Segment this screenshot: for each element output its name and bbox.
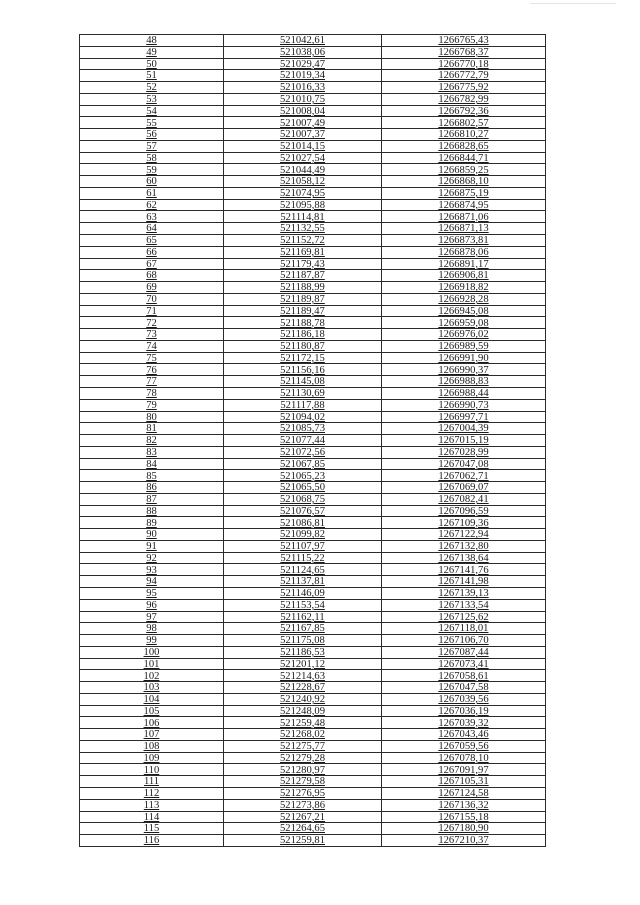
table-row: [80, 458, 546, 470]
x-coordinate-cell: 521038,06: [224, 46, 382, 58]
x-coordinate-cell: 521186,53: [224, 646, 382, 658]
x-coordinate-cell: 521189,87: [224, 293, 382, 305]
point-number-cell: 89: [80, 517, 224, 529]
point-number-cell: 106: [80, 717, 224, 729]
table-row: [80, 835, 546, 847]
table-row: [80, 58, 546, 70]
table-row: [80, 117, 546, 129]
x-coordinate-cell: 521167,85: [224, 623, 382, 635]
x-coordinate-cell: 521065,23: [224, 470, 382, 482]
x-coordinate-cell: 521019,34: [224, 70, 382, 82]
y-coordinate-cell: 1266868,10: [382, 176, 546, 188]
point-number-cell: 67: [80, 258, 224, 270]
y-coordinate-cell: 1266859,25: [382, 164, 546, 176]
coordinates-table: [79, 34, 546, 847]
table-row: [80, 611, 546, 623]
y-coordinate-cell: 1266770,18: [382, 58, 546, 70]
x-coordinate-cell: 521162,11: [224, 611, 382, 623]
x-coordinate-cell: 521240,92: [224, 693, 382, 705]
table-row: [80, 752, 546, 764]
y-coordinate-cell: 1267136,32: [382, 799, 546, 811]
table-row: [80, 329, 546, 341]
y-coordinate-cell: 1266765,43: [382, 35, 546, 47]
point-number-cell: 56: [80, 129, 224, 141]
point-number-cell: 81: [80, 423, 224, 435]
y-coordinate-cell: 1266988,83: [382, 376, 546, 388]
table-row: [80, 517, 546, 529]
x-coordinate-cell: 521268,02: [224, 729, 382, 741]
table-row: [80, 235, 546, 247]
point-number-cell: 69: [80, 282, 224, 294]
point-number-cell: 50: [80, 58, 224, 70]
x-coordinate-cell: 521276,95: [224, 788, 382, 800]
y-coordinate-cell: 1267036,19: [382, 705, 546, 717]
y-coordinate-cell: 1266976,02: [382, 329, 546, 341]
point-number-cell: 68: [80, 270, 224, 282]
y-coordinate-cell: 1267141,76: [382, 564, 546, 576]
y-coordinate-cell: 1267082,41: [382, 493, 546, 505]
y-coordinate-cell: 1266928,28: [382, 293, 546, 305]
x-coordinate-cell: 521095,88: [224, 199, 382, 211]
point-number-cell: 78: [80, 387, 224, 399]
x-coordinate-cell: 521007,49: [224, 117, 382, 129]
table-row: [80, 305, 546, 317]
table-row: [80, 740, 546, 752]
y-coordinate-cell: 1267091,97: [382, 764, 546, 776]
point-number-cell: 114: [80, 811, 224, 823]
x-coordinate-cell: 521201,12: [224, 658, 382, 670]
table-row: [80, 540, 546, 552]
x-coordinate-cell: 521027,54: [224, 152, 382, 164]
y-coordinate-cell: 1267109,36: [382, 517, 546, 529]
x-coordinate-cell: 521065,50: [224, 482, 382, 494]
x-coordinate-cell: 521094,02: [224, 411, 382, 423]
table-row: [80, 470, 546, 482]
point-number-cell: 71: [80, 305, 224, 317]
y-coordinate-cell: 1267004,39: [382, 423, 546, 435]
point-number-cell: 80: [80, 411, 224, 423]
y-coordinate-cell: 1266828,65: [382, 140, 546, 152]
table-row: [80, 623, 546, 635]
table-row: [80, 658, 546, 670]
table-row: [80, 576, 546, 588]
x-coordinate-cell: 521072,56: [224, 446, 382, 458]
table-row: [80, 282, 546, 294]
point-number-cell: 84: [80, 458, 224, 470]
point-number-cell: 58: [80, 152, 224, 164]
point-number-cell: 77: [80, 376, 224, 388]
x-coordinate-cell: 521107,97: [224, 540, 382, 552]
point-number-cell: 55: [80, 117, 224, 129]
table-row: [80, 258, 546, 270]
x-coordinate-cell: 521248,09: [224, 705, 382, 717]
point-number-cell: 64: [80, 223, 224, 235]
point-number-cell: 105: [80, 705, 224, 717]
point-number-cell: 51: [80, 70, 224, 82]
table-row: [80, 246, 546, 258]
point-number-cell: 88: [80, 505, 224, 517]
point-number-cell: 59: [80, 164, 224, 176]
point-number-cell: 99: [80, 635, 224, 647]
x-coordinate-cell: 521228,67: [224, 682, 382, 694]
y-coordinate-cell: 1267069,07: [382, 482, 546, 494]
x-coordinate-cell: 521259,81: [224, 835, 382, 847]
x-coordinate-cell: 521175,08: [224, 635, 382, 647]
point-number-cell: 86: [80, 482, 224, 494]
point-number-cell: 82: [80, 435, 224, 447]
x-coordinate-cell: 521214,63: [224, 670, 382, 682]
table-row: [80, 70, 546, 82]
x-coordinate-cell: 521077,44: [224, 435, 382, 447]
x-coordinate-cell: 521124,65: [224, 564, 382, 576]
x-coordinate-cell: 521132,55: [224, 223, 382, 235]
point-number-cell: 112: [80, 788, 224, 800]
x-coordinate-cell: 521188,78: [224, 317, 382, 329]
x-coordinate-cell: 521137,81: [224, 576, 382, 588]
y-coordinate-cell: 1266844,71: [382, 152, 546, 164]
point-number-cell: 76: [80, 364, 224, 376]
point-number-cell: 63: [80, 211, 224, 223]
table-row: [80, 199, 546, 211]
point-number-cell: 92: [80, 552, 224, 564]
point-number-cell: 108: [80, 740, 224, 752]
y-coordinate-cell: 1266906,81: [382, 270, 546, 282]
x-coordinate-cell: 521076,57: [224, 505, 382, 517]
y-coordinate-cell: 1267155,18: [382, 811, 546, 823]
table-row: [80, 164, 546, 176]
scan-edge-mark: [530, 3, 616, 7]
y-coordinate-cell: 1267125,62: [382, 611, 546, 623]
point-number-cell: 54: [80, 105, 224, 117]
table-row: [80, 105, 546, 117]
x-coordinate-cell: 521279,28: [224, 752, 382, 764]
y-coordinate-cell: 1266990,73: [382, 399, 546, 411]
y-coordinate-cell: 1267073,41: [382, 658, 546, 670]
point-number-cell: 87: [80, 493, 224, 505]
y-coordinate-cell: 1267039,56: [382, 693, 546, 705]
x-coordinate-cell: 521067,85: [224, 458, 382, 470]
x-coordinate-cell: 521117,88: [224, 399, 382, 411]
point-number-cell: 115: [80, 823, 224, 835]
point-number-cell: 116: [80, 835, 224, 847]
point-number-cell: 49: [80, 46, 224, 58]
point-number-cell: 66: [80, 246, 224, 258]
y-coordinate-cell: 1267047,58: [382, 682, 546, 694]
point-number-cell: 102: [80, 670, 224, 682]
x-coordinate-cell: 521259,48: [224, 717, 382, 729]
point-number-cell: 57: [80, 140, 224, 152]
point-number-cell: 72: [80, 317, 224, 329]
point-number-cell: 109: [80, 752, 224, 764]
x-coordinate-cell: 521156,16: [224, 364, 382, 376]
table-row: [80, 129, 546, 141]
y-coordinate-cell: 1266945,08: [382, 305, 546, 317]
point-number-cell: 91: [80, 540, 224, 552]
x-coordinate-cell: 521187,87: [224, 270, 382, 282]
y-coordinate-cell: 1266878,06: [382, 246, 546, 258]
y-coordinate-cell: 1266871,06: [382, 211, 546, 223]
table-row: [80, 82, 546, 94]
point-number-cell: 97: [80, 611, 224, 623]
x-coordinate-cell: 521014,15: [224, 140, 382, 152]
x-coordinate-cell: 521279,58: [224, 776, 382, 788]
table-row: [80, 46, 546, 58]
y-coordinate-cell: 1267058,61: [382, 670, 546, 682]
x-coordinate-cell: 521188,99: [224, 282, 382, 294]
x-coordinate-cell: 521016,33: [224, 82, 382, 94]
x-coordinate-cell: 521152,72: [224, 235, 382, 247]
y-coordinate-cell: 1267087,44: [382, 646, 546, 658]
x-coordinate-cell: 521172,15: [224, 352, 382, 364]
point-number-cell: 98: [80, 623, 224, 635]
x-coordinate-cell: 521029,47: [224, 58, 382, 70]
y-coordinate-cell: 1267122,94: [382, 529, 546, 541]
table-row: [80, 482, 546, 494]
point-number-cell: 103: [80, 682, 224, 694]
table-row: [80, 411, 546, 423]
table-row: [80, 493, 546, 505]
x-coordinate-cell: 521189,47: [224, 305, 382, 317]
table-row: [80, 293, 546, 305]
table-row: [80, 364, 546, 376]
point-number-cell: 79: [80, 399, 224, 411]
point-number-cell: 90: [80, 529, 224, 541]
y-coordinate-cell: 1266810,27: [382, 129, 546, 141]
table-row: [80, 352, 546, 364]
x-coordinate-cell: 521058,12: [224, 176, 382, 188]
table-row: [80, 693, 546, 705]
point-number-cell: 113: [80, 799, 224, 811]
y-coordinate-cell: 1266959,08: [382, 317, 546, 329]
y-coordinate-cell: 1266772,79: [382, 70, 546, 82]
y-coordinate-cell: 1266768,37: [382, 46, 546, 58]
table-row: [80, 529, 546, 541]
y-coordinate-cell: 1267210,37: [382, 835, 546, 847]
table-row: [80, 729, 546, 741]
x-coordinate-cell: 521186,18: [224, 329, 382, 341]
y-coordinate-cell: 1266989,59: [382, 340, 546, 352]
table-row: [80, 399, 546, 411]
x-coordinate-cell: 521145,08: [224, 376, 382, 388]
y-coordinate-cell: 1267015,19: [382, 435, 546, 447]
y-coordinate-cell: 1267078,10: [382, 752, 546, 764]
point-number-cell: 111: [80, 776, 224, 788]
table-row: [80, 446, 546, 458]
x-coordinate-cell: 521085,73: [224, 423, 382, 435]
y-coordinate-cell: 1266997,71: [382, 411, 546, 423]
x-coordinate-cell: 521114,81: [224, 211, 382, 223]
x-coordinate-cell: 521010,75: [224, 93, 382, 105]
x-coordinate-cell: 521275,77: [224, 740, 382, 752]
point-number-cell: 65: [80, 235, 224, 247]
x-coordinate-cell: 521280,97: [224, 764, 382, 776]
table-row: [80, 552, 546, 564]
table-row: [80, 340, 546, 352]
table-row: [80, 387, 546, 399]
point-number-cell: 83: [80, 446, 224, 458]
table-row: [80, 823, 546, 835]
point-number-cell: 70: [80, 293, 224, 305]
point-number-cell: 62: [80, 199, 224, 211]
x-coordinate-cell: 521130,69: [224, 387, 382, 399]
x-coordinate-cell: 521180,87: [224, 340, 382, 352]
x-coordinate-cell: 521007,37: [224, 129, 382, 141]
point-number-cell: 100: [80, 646, 224, 658]
table-row: [80, 93, 546, 105]
x-coordinate-cell: 521267,21: [224, 811, 382, 823]
point-number-cell: 60: [80, 176, 224, 188]
table-row: [80, 435, 546, 447]
y-coordinate-cell: 1266990,37: [382, 364, 546, 376]
point-number-cell: 95: [80, 587, 224, 599]
y-coordinate-cell: 1266988,44: [382, 387, 546, 399]
y-coordinate-cell: 1267133,54: [382, 599, 546, 611]
table-row: [80, 764, 546, 776]
y-coordinate-cell: 1266874,95: [382, 199, 546, 211]
y-coordinate-cell: 1267043,46: [382, 729, 546, 741]
y-coordinate-cell: 1267118,01: [382, 623, 546, 635]
coordinates-table-body: [80, 35, 546, 847]
table-row: [80, 670, 546, 682]
point-number-cell: 75: [80, 352, 224, 364]
y-coordinate-cell: 1267141,98: [382, 576, 546, 588]
point-number-cell: 107: [80, 729, 224, 741]
x-coordinate-cell: 521008,04: [224, 105, 382, 117]
table-row: [80, 564, 546, 576]
table-row: [80, 176, 546, 188]
table-row: [80, 799, 546, 811]
table-row: [80, 705, 546, 717]
x-coordinate-cell: 521042,61: [224, 35, 382, 47]
point-number-cell: 110: [80, 764, 224, 776]
point-number-cell: 61: [80, 187, 224, 199]
point-number-cell: 73: [80, 329, 224, 341]
table-row: [80, 317, 546, 329]
y-coordinate-cell: 1267039,32: [382, 717, 546, 729]
table-row: [80, 187, 546, 199]
table-row: [80, 646, 546, 658]
y-coordinate-cell: 1267105,31: [382, 776, 546, 788]
y-coordinate-cell: 1267132,80: [382, 540, 546, 552]
table-row: [80, 776, 546, 788]
point-number-cell: 96: [80, 599, 224, 611]
table-row: [80, 35, 546, 47]
y-coordinate-cell: 1267124,58: [382, 788, 546, 800]
y-coordinate-cell: 1267028,99: [382, 446, 546, 458]
point-number-cell: 93: [80, 564, 224, 576]
point-number-cell: 85: [80, 470, 224, 482]
table-row: [80, 811, 546, 823]
x-coordinate-cell: 521074,95: [224, 187, 382, 199]
point-number-cell: 52: [80, 82, 224, 94]
point-number-cell: 104: [80, 693, 224, 705]
point-number-cell: 101: [80, 658, 224, 670]
point-number-cell: 53: [80, 93, 224, 105]
x-coordinate-cell: 521179,43: [224, 258, 382, 270]
x-coordinate-cell: 521264,65: [224, 823, 382, 835]
y-coordinate-cell: 1266792,36: [382, 105, 546, 117]
table-row: [80, 152, 546, 164]
y-coordinate-cell: 1266873,81: [382, 235, 546, 247]
table-row: [80, 223, 546, 235]
y-coordinate-cell: 1267047,08: [382, 458, 546, 470]
x-coordinate-cell: 521273,86: [224, 799, 382, 811]
table-row: [80, 635, 546, 647]
x-coordinate-cell: 521044,49: [224, 164, 382, 176]
x-coordinate-cell: 521115,22: [224, 552, 382, 564]
table-row: [80, 376, 546, 388]
x-coordinate-cell: 521099,82: [224, 529, 382, 541]
y-coordinate-cell: 1267059,56: [382, 740, 546, 752]
y-coordinate-cell: 1266891,17: [382, 258, 546, 270]
table-row: [80, 211, 546, 223]
table-row: [80, 587, 546, 599]
x-coordinate-cell: 521068,75: [224, 493, 382, 505]
y-coordinate-cell: 1266802,57: [382, 117, 546, 129]
point-number-cell: 48: [80, 35, 224, 47]
point-number-cell: 74: [80, 340, 224, 352]
y-coordinate-cell: 1267096,59: [382, 505, 546, 517]
table-row: [80, 270, 546, 282]
table-row: [80, 505, 546, 517]
point-number-cell: 94: [80, 576, 224, 588]
y-coordinate-cell: 1267106,70: [382, 635, 546, 647]
table-row: [80, 717, 546, 729]
y-coordinate-cell: 1266991,90: [382, 352, 546, 364]
table-row: [80, 423, 546, 435]
x-coordinate-cell: 521146,09: [224, 587, 382, 599]
table-row: [80, 599, 546, 611]
table-row: [80, 682, 546, 694]
y-coordinate-cell: 1267062,71: [382, 470, 546, 482]
x-coordinate-cell: 521153,54: [224, 599, 382, 611]
y-coordinate-cell: 1266871,13: [382, 223, 546, 235]
y-coordinate-cell: 1267139,13: [382, 587, 546, 599]
table-row: [80, 140, 546, 152]
y-coordinate-cell: 1266775,92: [382, 82, 546, 94]
y-coordinate-cell: 1266782,99: [382, 93, 546, 105]
y-coordinate-cell: 1267138,64: [382, 552, 546, 564]
y-coordinate-cell: 1266875,19: [382, 187, 546, 199]
table-row: [80, 788, 546, 800]
y-coordinate-cell: 1267180,90: [382, 823, 546, 835]
y-coordinate-cell: 1266918,82: [382, 282, 546, 294]
x-coordinate-cell: 521169,81: [224, 246, 382, 258]
x-coordinate-cell: 521086,81: [224, 517, 382, 529]
